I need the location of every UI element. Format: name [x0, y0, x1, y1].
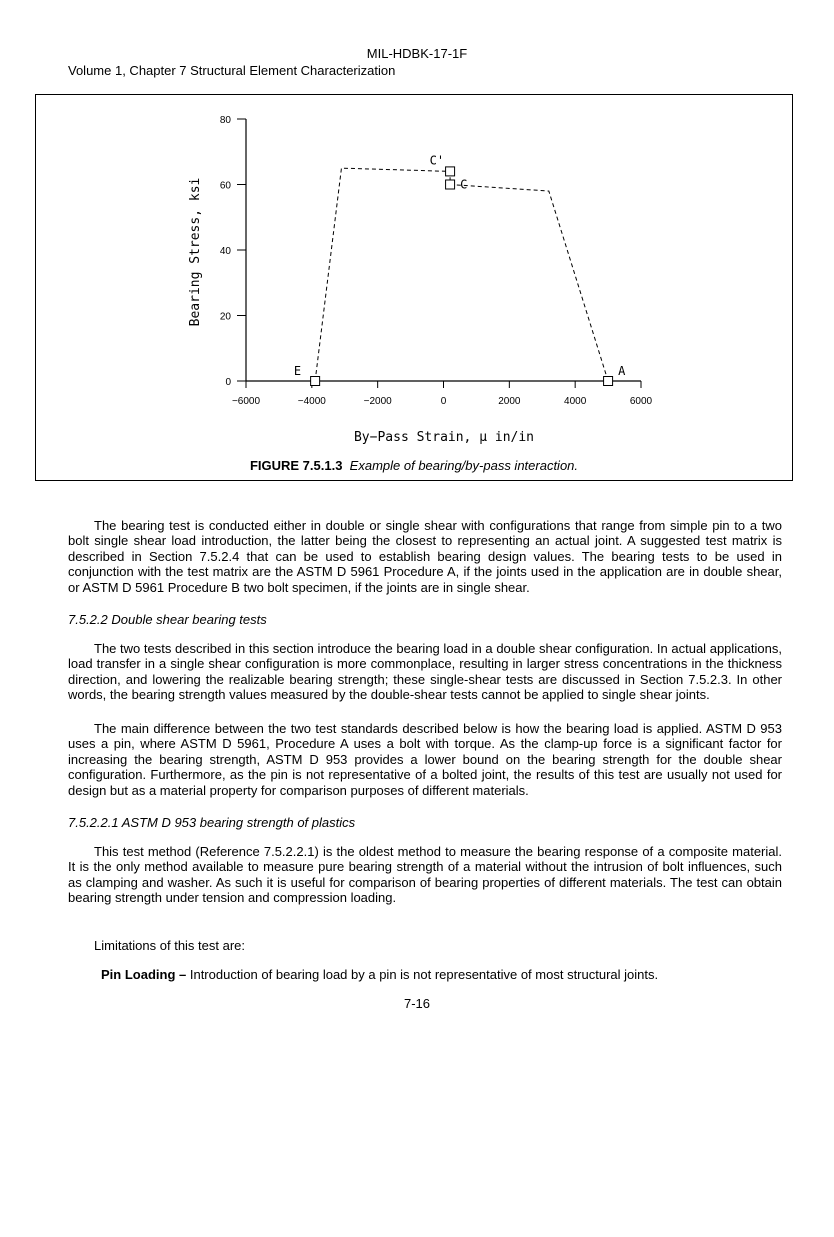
- point-marker: [604, 377, 613, 386]
- point-label: A: [618, 364, 626, 378]
- x-tick-label: 6000: [629, 396, 653, 407]
- figure-caption-text: Example of bearing/by-pass interaction.: [349, 458, 579, 473]
- x-tick-label: 2000: [498, 396, 521, 407]
- paragraph-astm-d953: This test method (Reference 7.5.2.2.1) is the oldest method to measure the bearing response of a composite material. It is the only method available to measure pure bearing strength of a material without the intrusion of bolt influences, such as clamping and washer. As such it is useful for comparison of bearing properties of different materials. The test can obtain bearing strength under tension and compression loading.: [68, 844, 782, 906]
- limitations-intro: Limitations of this test are:: [94, 938, 246, 953]
- point-marker: [446, 167, 455, 176]
- y-tick-label: 80: [219, 115, 231, 126]
- page-number: 7-16: [403, 996, 431, 1011]
- point-markers: [294, 153, 626, 385]
- point-label: C': [429, 153, 445, 168]
- paragraph-test-standards: The main difference between the two test standards described below is how the bearing load is applied. ASTM D 953 uses a pin, where ASTM D 5961, Procedure A uses a bolt with torque. As the clamp-up force is a significant factor for increasing the bearing strength, ASTM D 953 provides a lower bound on the bearing strength for the double shear configuration. Furthermore, as the pin is not representative of a bolted joint, the results of this test are usually not used for design but as a material property for comparison purposes of different materials.: [68, 721, 782, 798]
- bearing-bypass-chart: [36, 95, 792, 455]
- point-marker: [446, 180, 455, 189]
- paragraph-bearing-test: The bearing test is conducted either in double or single shear with configurations that range from simple pin to a two bolt single shear load introduction, the latter being the closest to representing an actual joint. A suggested test matrix is described in Section 7.5.2.4 that can be used to establish bearing design values. The bearing tests to be used in conjunction with the test matrix are the ASTM D 5961 Procedure A, if the joints used in the application are in double shear, or ASTM D 5961 Procedure B two bolt specimen, if the joints are in single shear.: [68, 518, 782, 595]
- point-label: C: [460, 177, 468, 192]
- y-tick-label: 20: [219, 311, 231, 323]
- y-tick-label: 0: [225, 377, 231, 388]
- envelope-line: [315, 168, 608, 381]
- figure-number: FIGURE 7.5.1.3: [249, 458, 343, 473]
- x-tick-label: −4000: [297, 396, 326, 407]
- paragraph-double-shear: The two tests described in this section introduce the bearing load in a double shear configuration. In actual applications, load transfer in a single shear configuration is more commonplace, resulting in larger stress concentrations in the thickness direction, and lowering the realizable bearing strength; these single-shear tests are discussed in Section 7.5.2.3. In other words, the bearing strength values measured by the double-shear tests cannot be applied to single shear joints.: [68, 641, 782, 703]
- figure-caption: [35, 458, 793, 473]
- figure-box: [35, 94, 793, 481]
- dashed-envelope: [315, 168, 608, 381]
- y-tick-label: 40: [219, 246, 231, 257]
- section-heading-7-5-2-2: 7.5.2.2 Double shear bearing tests: [68, 612, 267, 627]
- x-tick-label: −2000: [363, 396, 392, 407]
- limitation-term: Pin Loading –: [101, 967, 187, 982]
- chapter-subtitle: Volume 1, Chapter 7 Structural Element Characterization: [68, 63, 396, 78]
- y-axis-label: Bearing Stress, ksi: [188, 177, 203, 327]
- document-id: MIL-HDBK-17-1F: [366, 46, 468, 61]
- point-marker: [311, 377, 320, 386]
- x-tick-label: 0: [440, 396, 447, 407]
- x-tick-label: 4000: [564, 396, 587, 407]
- point-label: E: [293, 364, 302, 378]
- x-tick-label: −6000: [231, 396, 261, 407]
- limitation-pin-loading: [101, 967, 658, 982]
- limitation-text: Introduction of bearing load by a pin is not representative of most structural joints.: [186, 967, 659, 982]
- x-axis-label: By−Pass Strain, μ in/in: [353, 430, 535, 445]
- section-heading-7-5-2-2-1: 7.5.2.2.1 ASTM D 953 bearing strength of plastics: [68, 815, 356, 830]
- y-tick-label: 60: [219, 180, 231, 192]
